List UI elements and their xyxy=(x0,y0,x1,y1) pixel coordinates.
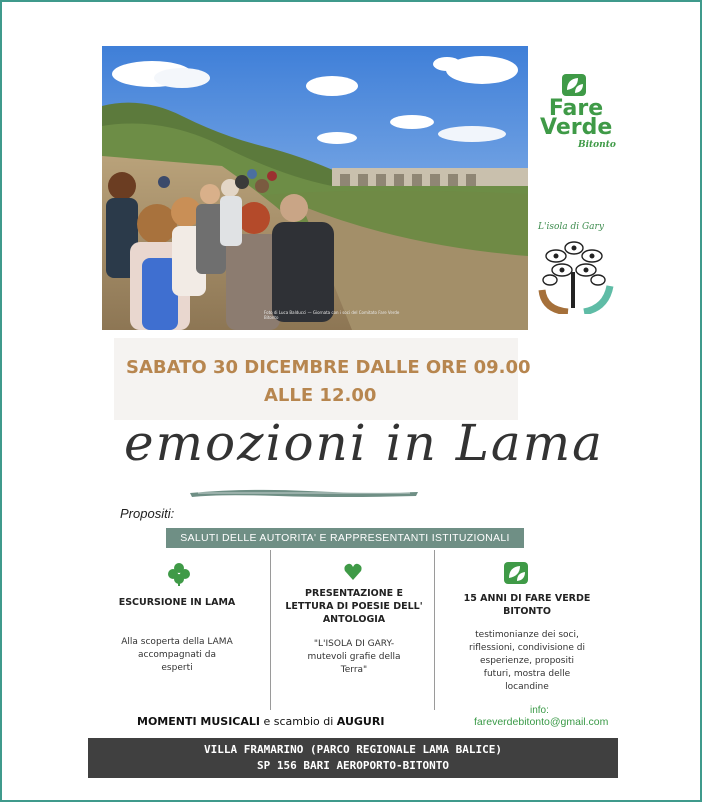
info-email-link[interactable]: fareverdebitonto@gmail.com xyxy=(474,716,609,728)
column-3-text: testimonianze dei soci, riflessioni, condivisione di esperienze, propositi futuri, mostra delle locandine xyxy=(469,630,585,692)
program-opening-bar: SALUTI DELLE AUTORITA' E RAPPRESENTANTI ISTITUZIONALI xyxy=(166,528,524,548)
closing-line: MOMENTI MUSICALI e scambio di AUGURI xyxy=(137,715,385,728)
column-2-heading: PRESENTAZIONE E LETTURA DI POESIE DELL' ANTOLOGIA xyxy=(285,588,423,625)
fare-verde-word-verde: Verde xyxy=(540,115,613,140)
event-date: SABATO 30 DICEMBRE DALLE ORE 09.00 xyxy=(126,357,531,378)
column-1-heading: ESCURSIONE IN LAMA xyxy=(118,597,236,608)
column-divider xyxy=(434,550,435,710)
clover-icon xyxy=(167,562,191,586)
fare-verde-leaf-icon xyxy=(504,560,528,586)
fare-verde-leaf-icon xyxy=(562,72,588,98)
venue-address: SP 156 BARI AEROPORTO-BITONTO xyxy=(256,759,450,772)
fare-verde-bitonto: Bitonto xyxy=(578,140,616,150)
column-3-heading: 15 ANNI DI FARE VERDE BITONTO xyxy=(463,593,591,617)
date-band xyxy=(114,338,518,420)
isola-di-gary-title: L'isola di Gary xyxy=(538,222,604,232)
event-title: emozioni in Lama xyxy=(124,414,604,472)
fare-verde-logo xyxy=(538,72,618,158)
column-2-text: "L'ISOLA DI GARY- mutevoli grafie della Terra" xyxy=(307,639,401,675)
tree-icon xyxy=(534,234,614,314)
fare-verde-word-fare: Fare xyxy=(548,96,604,121)
heart-icon xyxy=(343,562,363,582)
program-label: Propositi: xyxy=(120,506,175,521)
venue-footer xyxy=(88,738,618,778)
column-1-text: Alla scoperta della LAMA accompagnati da esperti xyxy=(121,637,233,673)
brush-stroke-divider xyxy=(188,486,420,500)
isola-di-gary-logo xyxy=(534,218,614,314)
hiking-group-photo xyxy=(102,46,528,330)
venue-name: VILLA FRAMARINO (PARCO REGIONALE LAMA BALICE) xyxy=(203,743,502,756)
event-end-time: ALLE 12.00 xyxy=(264,385,377,406)
photo-credit-caption: Foto di Luca Balducci — Giornata con i soci del Comitato Fare Verde Bitonto xyxy=(264,310,400,320)
column-divider xyxy=(270,550,271,710)
info-label: info: xyxy=(530,705,549,716)
